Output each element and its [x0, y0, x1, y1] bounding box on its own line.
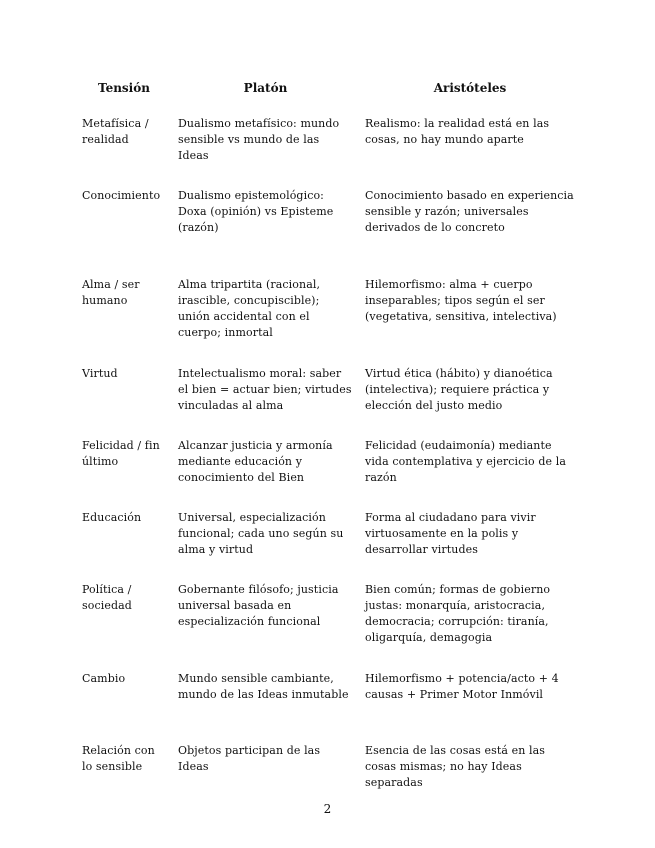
comparison-table: [76, 80, 581, 815]
table-row: [76, 582, 581, 671]
cell-platon: Mundo sensible cambiante, mundo de las Ideas inmutable: [178, 672, 349, 701]
cell-aristoteles: Esencia de las cosas está en las cosas mismas; no hay Ideas separadas: [365, 744, 546, 789]
table-header-row: [76, 80, 581, 116]
cell-platon: Dualismo epistemológico: Doxa (opinión) vs Episteme (razón): [178, 189, 334, 234]
table-row: [76, 366, 581, 438]
cell-platon: Alcanzar justicia y armonía mediante educación y conocimiento del Bien: [178, 439, 333, 484]
cell-aristoteles: Realismo: la realidad está en las cosas, no hay mundo aparte: [365, 117, 550, 146]
table-row: [76, 188, 581, 277]
cell-tension: Política / sociedad: [82, 583, 132, 612]
table-row: [76, 116, 581, 188]
cell-platon: Dualismo metafísico: mundo sensible vs mundo de las Ideas: [178, 117, 340, 162]
cell-platon: Universal, especialización funcional; cada uno según su alma y virtud: [178, 511, 344, 556]
cell-tension: Relación con lo sensible: [82, 744, 155, 773]
cell-aristoteles: Forma al ciudadano para vivir virtuosamente en la polis y desarrollar virtudes: [365, 511, 536, 556]
cell-aristoteles: Hilemorfismo + potencia/acto + 4 causas + Primer Motor Inmóvil: [365, 672, 559, 701]
cell-platon: Intelectualismo moral: saber el bien = actuar bien; virtudes vinculadas al alma: [178, 367, 352, 412]
table-row: [76, 671, 581, 743]
cell-tension: Educación: [82, 511, 142, 524]
cell-tension: Conocimiento: [82, 189, 161, 202]
cell-tension: Virtud: [82, 367, 118, 380]
cell-tension: Felicidad / fin último: [82, 439, 160, 468]
cell-aristoteles: Hilemorfismo: alma + cuerpo inseparables; tipos según el ser (vegetativa, sensitiva, intelectiva): [365, 278, 557, 323]
table-row: [76, 510, 581, 582]
cell-tension: Alma / ser humano: [82, 278, 140, 307]
table-row: [76, 438, 581, 510]
cell-aristoteles: Bien común; formas de gobierno justas: monarquía, aristocracia, democracia; corrupción: tiranía, oligarquía, demagogia: [365, 583, 551, 644]
cell-aristoteles: Felicidad (eudaimonía) mediante vida contemplativa y ejercicio de la razón: [365, 439, 566, 484]
cell-platon: Objetos participan de las Ideas: [178, 744, 321, 773]
page-number: 2: [323, 802, 332, 816]
cell-tension: Metafísica / realidad: [82, 117, 149, 146]
cell-aristoteles: Conocimiento basado en experiencia sensible y razón; universales derivados de lo concreto: [365, 189, 574, 234]
header-aristoteles: Aristóteles: [433, 81, 507, 95]
header-platon: Platón: [243, 81, 288, 95]
table-row: [76, 277, 581, 366]
cell-tension: Cambio: [82, 672, 126, 685]
cell-aristoteles: Virtud ética (hábito) y dianoética (intelectiva); requiere práctica y elección del justo medio: [365, 367, 553, 412]
cell-platon: Alma tripartita (racional, irascible, concupiscible); unión accidental con el cuerpo; inmortal: [178, 278, 321, 339]
cell-platon: Gobernante filósofo; justicia universal basada en especialización funcional: [178, 583, 339, 628]
header-tension: Tensión: [98, 81, 150, 95]
